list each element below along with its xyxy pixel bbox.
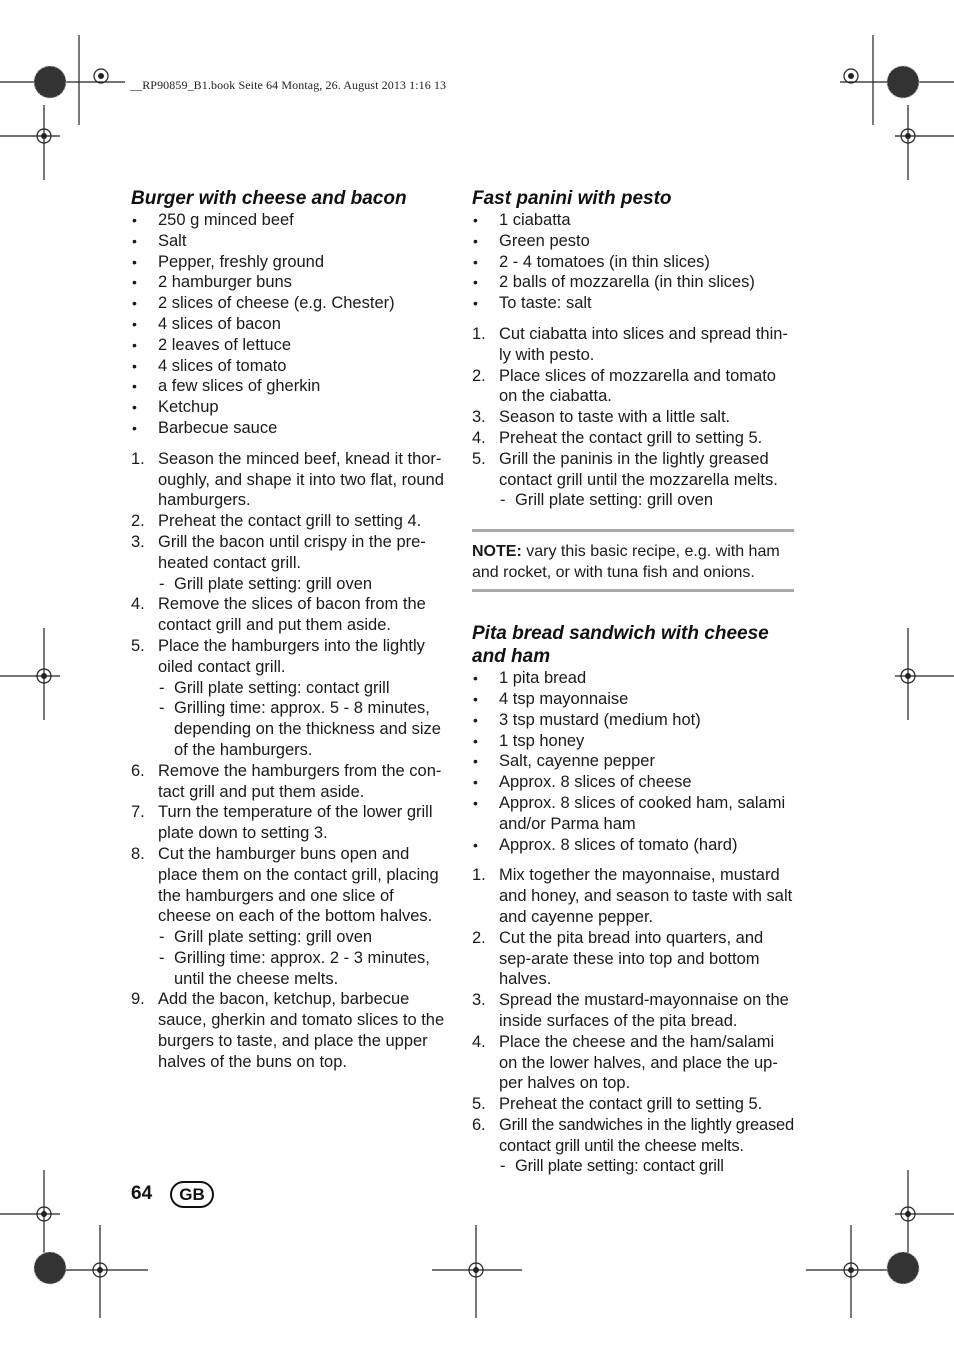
ingredient-item: • Ketchup — [131, 397, 451, 418]
ingredient-item: • Pepper, freshly ground — [131, 252, 451, 273]
step-number: 4. — [472, 428, 486, 447]
step-item — [472, 1115, 794, 1177]
ingredient-item: • 2 balls of mozzarella (in thin slices) — [472, 272, 794, 293]
step-number: 1. — [131, 449, 145, 468]
ingredient-item: • Approx. 8 slices of cooked ham, salami and/or Parma ham — [472, 793, 794, 835]
step-text: Grill the paninis in the lightly greased contact grill until the mozzarella melts. — [499, 449, 778, 489]
step-text: Remove the slices of bacon from the contact grill and put them aside. — [158, 595, 426, 635]
recipe-title-panini: Fast panini with pesto — [472, 188, 672, 209]
left-column — [131, 185, 451, 1073]
step-text: Preheat the contact grill to setting 5. — [499, 428, 763, 447]
ingredient-item: • 1 pita bread — [472, 668, 794, 689]
note-box — [472, 529, 794, 592]
step-text: Grill the bacon until crispy in the pre-heated contact grill. — [158, 532, 426, 572]
step-text: Season the minced beef, knead it thor-oughly, and shape it into two flat, round hamburgers. — [158, 449, 444, 510]
ingredient-list — [472, 210, 794, 314]
step-number: 5. — [131, 636, 145, 655]
step-number: 3. — [472, 991, 486, 1010]
ingredient-item: • Approx. 8 slices of cheese — [472, 772, 794, 793]
ingredient-item: • 4 slices of bacon — [131, 314, 451, 335]
ingredient-item: • 1 tsp honey — [472, 731, 794, 752]
step-number: 6. — [472, 1115, 486, 1134]
step-text: Place the hamburgers into the lightly oiled contact grill. — [158, 636, 425, 676]
ingredient-item: • 1 ciabatta — [472, 210, 794, 231]
ingredient-list — [131, 210, 451, 439]
step-subnote: - Grill plate setting: grill oven — [158, 927, 451, 948]
step-item — [472, 449, 794, 511]
step-item — [131, 802, 451, 844]
ingredient-item: • Approx. 8 slices of tomato (hard) — [472, 835, 794, 856]
step-number: 2. — [472, 366, 486, 385]
ingredient-item: • To taste: salt — [472, 293, 794, 314]
ingredient-item: • Salt — [131, 231, 451, 252]
language-badge: GB — [170, 1181, 214, 1208]
ingredient-item: • 4 slices of tomato — [131, 356, 451, 377]
step-subnote: - Grill plate setting: contact grill — [158, 678, 451, 699]
step-item — [472, 324, 794, 366]
step-number: 7. — [131, 803, 145, 822]
step-text: Spread the mustard-mayonnaise on the inside surfaces of the pita bread. — [499, 991, 789, 1030]
right-column — [472, 185, 794, 1177]
step-item — [472, 865, 794, 927]
ingredient-item: • Green pesto — [472, 231, 794, 252]
step-number: 2. — [131, 512, 145, 531]
ingredient-item: • 2 leaves of lettuce — [131, 335, 451, 356]
step-number: 5. — [472, 449, 486, 468]
step-item — [131, 532, 451, 594]
step-item — [472, 407, 794, 428]
step-item — [131, 511, 451, 532]
step-subnote: - Grill plate setting: contact grill — [499, 1156, 794, 1177]
step-list — [131, 449, 451, 1073]
step-number: 1. — [472, 324, 486, 343]
step-item — [131, 844, 451, 990]
ingredient-list — [472, 668, 794, 855]
ingredient-item: • 2 - 4 tomatoes (in thin slices) — [472, 252, 794, 273]
step-subnote: - Grill plate setting: grill oven — [158, 574, 451, 595]
page-number: 64 — [131, 1183, 153, 1204]
ingredient-item: • 2 slices of cheese (e.g. Chester) — [131, 293, 451, 314]
step-number: 6. — [131, 761, 145, 780]
step-item — [472, 1094, 794, 1115]
step-number: 3. — [472, 408, 486, 427]
step-item — [131, 636, 451, 761]
step-item — [131, 761, 451, 803]
recipe-title-pita: Pita bread sandwich with cheese and ham — [472, 623, 769, 668]
ingredient-item: • a few slices of gherkin — [131, 376, 451, 397]
step-text: Grill the sandwiches in the lightly greased contact grill until the cheese melts. — [499, 1115, 794, 1155]
recipe-title-burger: Burger with cheese and bacon — [131, 188, 407, 209]
note-text: vary this basic recipe, e.g. with ham and rocket, or with tuna fish and onions. — [472, 543, 780, 582]
step-text: Season to taste with a little salt. — [499, 408, 731, 427]
step-item — [131, 449, 451, 511]
step-text: Place slices of mozzarella and tomato on the ciabatta. — [499, 366, 776, 406]
step-number: 2. — [472, 928, 486, 947]
ingredient-item: • Salt, cayenne pepper — [472, 751, 794, 772]
step-subnote: - Grill plate setting: grill oven — [499, 490, 794, 511]
step-text: Preheat the contact grill to setting 4. — [158, 512, 422, 531]
step-number: 1. — [472, 866, 486, 885]
ingredient-item: • Barbecue sauce — [131, 418, 451, 439]
step-item — [472, 990, 794, 1032]
step-item — [472, 1032, 794, 1094]
step-text: Turn the temperature of the lower grill plate down to setting 3. — [158, 803, 433, 843]
ingredient-item: • 2 hamburger buns — [131, 272, 451, 293]
step-subnote: - Grilling time: approx. 2 - 3 minutes, until the cheese melts. — [158, 948, 451, 990]
step-text: Cut the hamburger buns open and place them on the contact grill, placing the hamburgers and one slice of cheese on each of the bottom halves. — [158, 844, 439, 926]
note-label: NOTE: — [472, 543, 522, 561]
step-item — [472, 366, 794, 408]
step-text: Place the cheese and the ham/salami on the lower halves, and place the up-per halves on top. — [499, 1032, 778, 1093]
step-number: 5. — [472, 1095, 486, 1114]
step-item — [472, 428, 794, 449]
step-number: 9. — [131, 990, 145, 1009]
ingredient-item: • 4 tsp mayonnaise — [472, 689, 794, 710]
ingredient-item: • 250 g minced beef — [131, 210, 451, 231]
step-number: 3. — [131, 532, 145, 551]
step-number: 4. — [131, 595, 145, 614]
ingredient-item: • 3 tsp mustard (medium hot) — [472, 710, 794, 731]
step-number: 8. — [131, 844, 145, 863]
pita-section — [472, 620, 794, 1177]
step-list — [472, 865, 794, 1177]
step-list — [472, 324, 794, 511]
step-text: Cut the pita bread into quarters, and sep-arate these into top and bottom halves. — [499, 928, 764, 989]
step-text: Cut ciabatta into slices and spread thin-ly with pesto. — [499, 324, 788, 364]
step-item — [472, 928, 794, 990]
print-file-info: __RP90859_B1.book Seite 64 Montag, 26. August 2013 1:16 13 — [130, 78, 447, 92]
step-text: Add the bacon, ketchup, barbecue sauce, gherkin and tomato slices to the burgers to taste, and place the upper halves of the buns on top. — [158, 990, 445, 1071]
step-item — [131, 989, 451, 1072]
step-item — [131, 594, 451, 636]
step-subnote: - Grilling time: approx. 5 - 8 minutes, depending on the thickness and size of the hamburgers. — [158, 698, 451, 760]
step-text: Mix together the mayonnaise, mustard and honey, and season to taste with salt and cayenne pepper. — [499, 866, 793, 926]
step-text: Remove the hamburgers from the con-tact grill and put them aside. — [158, 761, 442, 801]
step-text: Preheat the contact grill to setting 5. — [499, 1095, 763, 1114]
step-number: 4. — [472, 1032, 486, 1051]
